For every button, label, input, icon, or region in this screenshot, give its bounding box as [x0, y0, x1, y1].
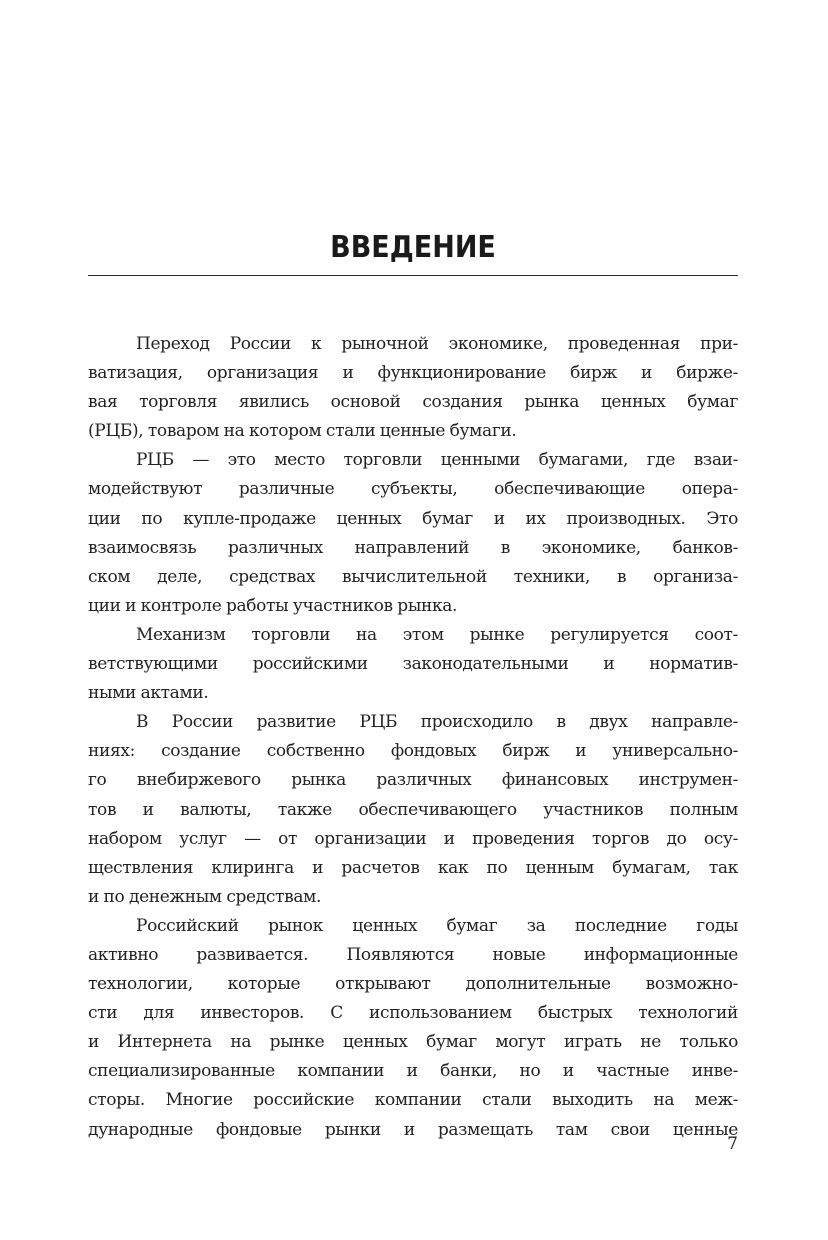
text-line: ществления клиринга и расчетов как по ценным бумагам, так	[88, 857, 738, 878]
text-line: ными актами.	[88, 683, 209, 704]
body-text	[88, 330, 738, 1145]
text-line: сторы. Многие российские компании стали выходить на меж-	[88, 1090, 738, 1111]
text-line: го внебиржевого рынка различных финансовых инструмен-	[88, 770, 738, 791]
text-line: тов и валюты, также обеспечивающего участников полным	[88, 799, 738, 820]
text-line: ском деле, средствах вычислительной техники, в организа-	[88, 566, 738, 587]
text-line: дународные фондовые рынки и размещать там свои ценные	[88, 1119, 738, 1140]
paragraph-3	[88, 621, 738, 708]
text-line: ватизация, организация и функционирование бирж и бирже-	[88, 363, 738, 384]
paragraph-2	[88, 446, 738, 621]
paragraph-5	[88, 912, 738, 1145]
text-line: Российский рынок ценных бумаг за последние годы	[136, 915, 738, 936]
text-line: специализированные компании и банки, но и частные инве-	[88, 1061, 738, 1082]
page-number: 7	[727, 1134, 738, 1154]
text-line: и по денежным средствам.	[88, 886, 322, 907]
text-line: (РЦБ), товаром на котором стали ценные бумаги.	[88, 421, 517, 442]
text-line: технологии, которые открывают дополнительные возможно-	[88, 974, 738, 995]
title-underline-rule	[88, 275, 738, 276]
text-line: ветствующими российскими законодательными и норматив-	[88, 654, 738, 675]
text-line: ции и контроле работы участников рынка.	[88, 595, 458, 616]
text-line: и Интернета на рынке ценных бумаг могут играть не только	[88, 1032, 738, 1053]
paragraph-1	[88, 330, 738, 446]
text-line: активно развивается. Появляются новые информационные	[88, 944, 738, 965]
text-line: вая торговля явились основой создания рынка ценных бумаг	[88, 392, 738, 413]
text-line: В России развитие РЦБ происходило в двух направле-	[136, 712, 738, 733]
text-line: модействуют различные субъекты, обеспечивающие опера-	[88, 479, 738, 500]
text-line: Переход России к рыночной экономике, проведенная при-	[136, 334, 738, 354]
paragraph-4	[88, 708, 738, 912]
text-line: РЦБ — это место торговли ценными бумагами, где взаи-	[136, 450, 738, 471]
text-line: сти для инвесторов. С использованием быстрых технологий	[88, 1003, 738, 1024]
text-line: набором услуг — от организации и проведения торгов до осу-	[88, 828, 738, 849]
text-line: Механизм торговли на этом рынке регулируется соот-	[136, 624, 738, 645]
text-line: взаимосвязь различных направлений в экономике, банков-	[88, 537, 738, 558]
chapter-title: ВВЕДЕНИЕ	[330, 230, 496, 265]
text-line: ниях: создание собственно фондовых бирж и универсально-	[88, 741, 738, 762]
text-line: ции по купле-продаже ценных бумаг и их производных. Это	[88, 508, 738, 529]
